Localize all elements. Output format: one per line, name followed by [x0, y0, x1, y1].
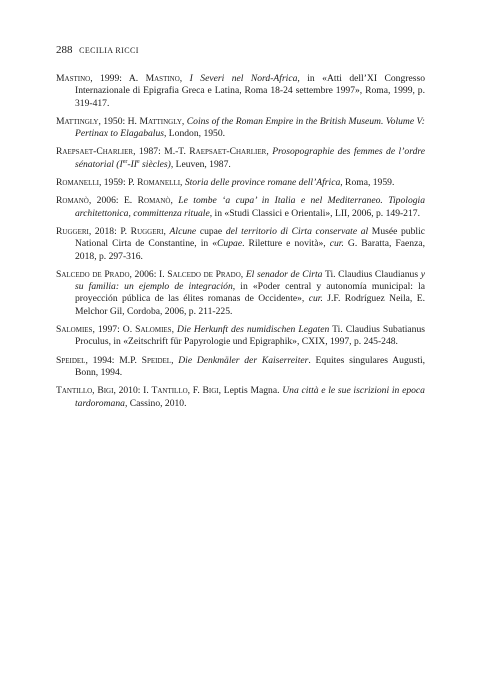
- author-name: Tantillo: [151, 385, 188, 397]
- author-name: Salomies: [56, 324, 93, 336]
- entry-text: , 2006: I.: [129, 268, 168, 280]
- entry-text: , London, 1950.: [164, 128, 226, 140]
- italic-title: y su familia: un ejemplo de integración: [75, 268, 425, 293]
- entry-text: Ti. Claudius Claudianus: [322, 268, 421, 280]
- italic-title: -II: [127, 158, 137, 170]
- italic-title: cur.: [329, 238, 344, 250]
- entry-text: ,: [170, 195, 179, 207]
- italic-title: del territorio di Cirta conservate al: [225, 225, 369, 237]
- entry-text: ,: [240, 268, 246, 280]
- bibliography-entry: [56, 226, 425, 263]
- italic-title: Prosopographie des femmes de l’ordre sénatorial (I: [75, 146, 425, 170]
- bibliography-entry: [56, 116, 425, 141]
- italic-title: cur.: [308, 293, 323, 305]
- entry-text: , 1959: P.: [98, 177, 138, 189]
- author-name: Romanò: [56, 195, 89, 207]
- entry-text: er: [122, 158, 128, 165]
- author-name: Salcedo de Prado: [56, 268, 130, 280]
- author-name: Romanò: [137, 195, 171, 207]
- entry-text: , in «Poder central y autonomía municipal: la proyección pública de las élites romanas de Occidente»,: [75, 281, 425, 305]
- bibliography-entry: [56, 146, 425, 171]
- italic-title: Die Denkmäler der Kaiserreiter: [178, 354, 309, 366]
- entry-text: , 1994: M.P.: [85, 354, 142, 366]
- bibliography-entry: [56, 177, 425, 189]
- entry-text: ,: [179, 73, 190, 84]
- entry-text: , Leuven, 1987.: [170, 158, 231, 170]
- entry-text: ,: [266, 146, 273, 158]
- author-name: Salcedo de Prado: [167, 268, 241, 280]
- author-name: Speidel: [141, 354, 172, 366]
- page-number: 288: [56, 44, 73, 56]
- author-name: Speidel: [56, 354, 86, 366]
- author-name: Romanelli: [56, 177, 99, 189]
- entry-text: , 2018: P.: [88, 225, 131, 237]
- entry-text: , in «Atti dell’XI Congresso Internazionale di Epigrafia Greca e Latina, Roma 18-24 settembre 1997», Roma, 1999, p. 319-417.: [75, 73, 425, 109]
- bibliography-list: [56, 73, 425, 416]
- italic-title: siècles): [139, 158, 171, 170]
- entry-text: ,: [171, 324, 178, 336]
- author-name: Raepsaet-Charlier: [56, 146, 134, 158]
- italic-title: Le tombe ‘a cupa’ in Italia e nel Mediterraneo. Tipologia architettonica, committenza rituale: [75, 195, 425, 219]
- entry-text: ,: [181, 115, 187, 127]
- italic-title: Storia delle province romane dell’Africa: [184, 177, 341, 189]
- entry-text: Ti. Claudius Subatianus Proculus, in «Zeitschrift für Papyrologie und Epigraphik», CXIX, 1997, p. 245-248.: [75, 324, 425, 348]
- author-name: Mastino: [145, 73, 180, 84]
- bibliography-entry: [56, 195, 425, 220]
- italic-title: Coins of the Roman Empire in the British Museum. Volume V: Pertinax to Elagabalus: [75, 115, 425, 140]
- running-head-author: CECILIA RICCI: [79, 46, 139, 55]
- author-name: Ruggeri: [56, 225, 89, 237]
- author-name: Raepsaet-Charlier: [189, 146, 267, 158]
- italic-title: Una città e le sue iscrizioni in epoca tardoromana: [75, 385, 425, 409]
- bibliography-entry: [56, 269, 425, 318]
- entry-text: G. Baratta, Faenza, 2018, p. 297-316.: [75, 238, 425, 262]
- entry-text: J.F. Rodríguez Neila, E. Melchor Gil, Cordoba, 2006, p. 211-225.: [75, 293, 425, 317]
- author-name: Mattingly: [56, 115, 99, 127]
- italic-title: I Severi nel Nord-Africa: [189, 73, 298, 84]
- bibliography-entry: [56, 73, 425, 110]
- italic-title: El senador de Cirta: [245, 268, 323, 280]
- entry-text: , in «Studi Classici e Orientali», LII, 2006, p. 149-217.: [209, 207, 420, 219]
- entry-text: cupae: [196, 225, 226, 237]
- italic-title: Die Herkunft des numidischen Legaten: [177, 324, 330, 336]
- entry-text: , F.: [187, 385, 203, 397]
- author-name: Tantillo, Bigi: [56, 385, 114, 397]
- bibliography-entry: [56, 355, 425, 380]
- author-name: Ruggeri: [130, 225, 164, 237]
- entry-text: ,: [180, 177, 185, 189]
- author-name: Mastino: [56, 73, 91, 84]
- entry-text: , 1950: H.: [98, 115, 140, 127]
- entry-text: , Roma, 1959.: [340, 177, 395, 189]
- entry-text: , 1987: M.-T.: [133, 146, 190, 158]
- author-name: Romanelli: [137, 177, 181, 189]
- author-name: Mattingly: [139, 115, 182, 127]
- author-name: Salomies: [135, 324, 172, 336]
- entry-text: Musée public National Cirta de Constantine, in «: [75, 225, 425, 250]
- entry-text: . Riletture e novità»,: [242, 238, 330, 250]
- entry-text: e: [136, 158, 140, 165]
- running-head: [56, 44, 139, 57]
- italic-title: Alcune: [169, 225, 197, 237]
- entry-text: ,: [163, 225, 170, 237]
- entry-text: . Equites singulares Augusti, Bonn, 1994.: [75, 354, 426, 378]
- entry-text: , 1997: O.: [92, 324, 136, 336]
- bibliography-entry: [56, 324, 425, 349]
- entry-text: , Leptis Magna.: [218, 385, 283, 397]
- entry-text: , 2006: E.: [88, 195, 138, 207]
- bibliography-entry: [56, 385, 425, 410]
- author-name: Bigi: [202, 385, 219, 397]
- entry-text: , Cassino, 2010.: [124, 397, 187, 409]
- italic-title: Cupae: [217, 238, 243, 250]
- entry-text: ,: [171, 354, 179, 366]
- entry-text: , 1999: A.: [90, 73, 146, 84]
- entry-text: , 2010: I.: [113, 385, 152, 397]
